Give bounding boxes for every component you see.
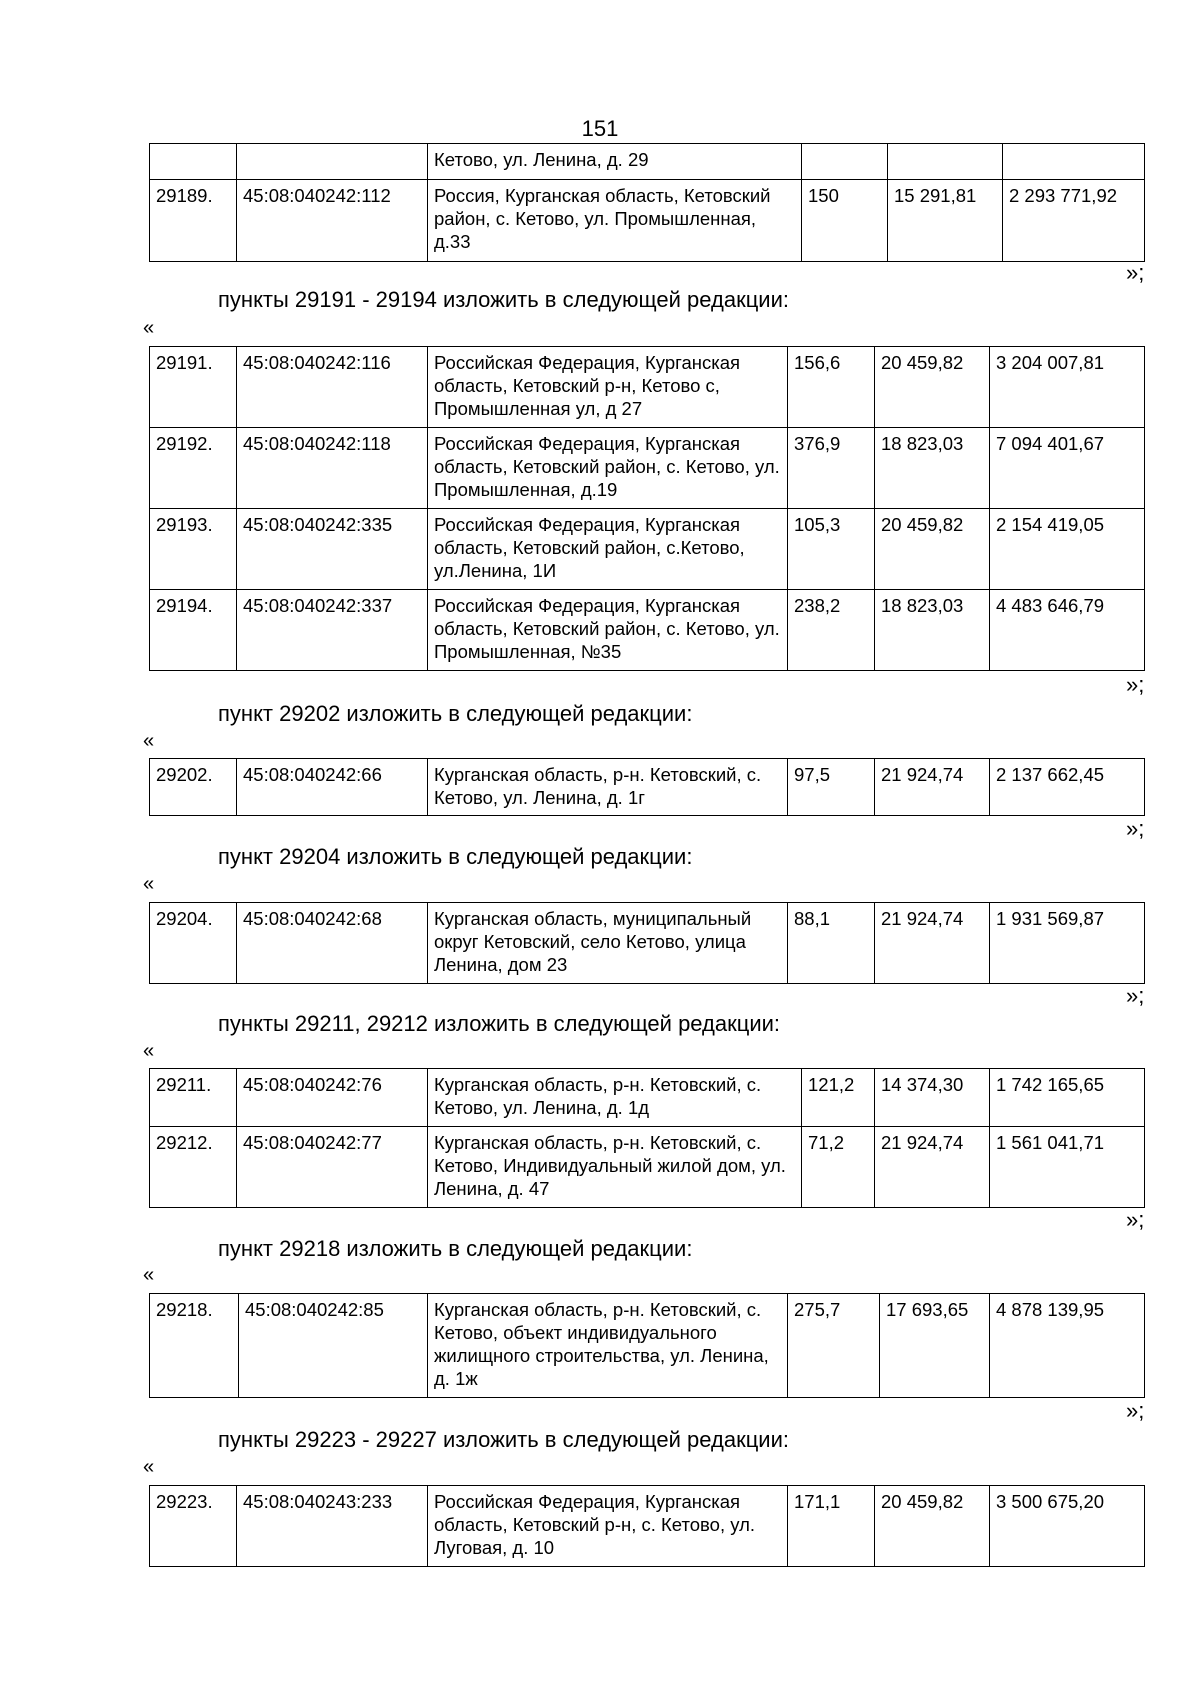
item-number-cell: 29189.	[150, 180, 237, 262]
area-cell: 150	[802, 180, 888, 262]
item-number-cell: 29193.	[150, 509, 237, 590]
cadastral-number-cell: 45:08:040242:335	[237, 509, 428, 590]
item-number-cell: 29211.	[150, 1069, 237, 1127]
area-cell: 171,1	[788, 1486, 875, 1567]
opening-quote: «	[143, 1264, 155, 1286]
cadastral-value-cell: 4 483 646,79	[990, 590, 1145, 671]
table-row	[150, 1486, 1145, 1567]
address-cell: Курганская область, р-н. Кетовский, с. Кетово, ул. Ленина, д. 1д	[428, 1069, 802, 1127]
amendment-table	[149, 902, 1145, 984]
cadastral-number-cell: 45:08:040242:112	[237, 180, 428, 262]
item-number-cell: 29194.	[150, 590, 237, 671]
cadastral-value-cell: 7 094 401,67	[990, 428, 1145, 509]
area-cell: 121,2	[802, 1069, 875, 1127]
cadastral-value-cell: 4 878 139,95	[990, 1294, 1145, 1398]
section-heading: пункты 29223 - 29227 изложить в следующей редакции:	[218, 1427, 790, 1452]
table-row	[150, 1069, 1145, 1127]
amendment-table	[149, 758, 1145, 816]
cadastral-value-cell: 2 154 419,05	[990, 509, 1145, 590]
cadastral-number-cell: 45:08:040242:337	[237, 590, 428, 671]
cadastral-value-per-unit-cell: 14 374,30	[875, 1069, 990, 1127]
table-row	[150, 180, 1145, 262]
cadastral-value-per-unit-cell	[888, 144, 1003, 180]
cadastral-value-cell: 1 931 569,87	[990, 903, 1145, 984]
area-cell: 156,6	[788, 347, 875, 428]
section-heading: пункт 29218 изложить в следующей редакции:	[218, 1236, 693, 1261]
amendment-table	[149, 346, 1145, 671]
table-row	[150, 903, 1145, 984]
area-cell: 71,2	[802, 1127, 875, 1208]
area-cell: 97,5	[788, 759, 875, 816]
address-cell: Российская Федерация, Курганская область, Кетовский р-н, с. Кетово, ул. Луговая, д. 10	[428, 1486, 788, 1567]
address-cell: Российская Федерация, Курганская область, Кетовский район, с. Кетово, ул. Промышленная, №35	[428, 590, 788, 671]
cadastral-value-per-unit-cell: 21 924,74	[875, 759, 990, 816]
closing-quote: »;	[1126, 816, 1145, 841]
address-cell: Российская Федерация, Курганская область, Кетовский р-н, Кетово с, Промышленная ул, д 27	[428, 347, 788, 428]
address-cell: Курганская область, р-н. Кетовский, с. Кетово, Индивидуальный жилой дом, ул. Ленина, д. 47	[428, 1127, 802, 1208]
item-number-cell: 29218.	[150, 1294, 239, 1398]
closing-quote: »;	[1126, 672, 1145, 697]
cadastral-number-cell: 45:08:040242:68	[237, 903, 428, 984]
area-cell: 238,2	[788, 590, 875, 671]
cadastral-value-cell: 2 137 662,45	[990, 759, 1145, 816]
table-row	[150, 1127, 1145, 1208]
item-number-cell: 29204.	[150, 903, 237, 984]
address-cell: Курганская область, р-н. Кетовский, с. Кетово, ул. Ленина, д. 1г	[428, 759, 788, 816]
item-number-cell: 29202.	[150, 759, 237, 816]
section-heading: пункт 29204 изложить в следующей редакции:	[218, 844, 693, 869]
cadastral-value-per-unit-cell: 17 693,65	[880, 1294, 990, 1398]
cadastral-value-cell	[1003, 144, 1145, 180]
cadastral-number-cell: 45:08:040242:76	[237, 1069, 428, 1127]
address-cell: Российская Федерация, Курганская область, Кетовский район, с.Кетово, ул.Ленина, 1И	[428, 509, 788, 590]
cadastral-number-cell: 45:08:040242:77	[237, 1127, 428, 1208]
table-row	[150, 509, 1145, 590]
cadastral-value-cell: 1 561 041,71	[990, 1127, 1145, 1208]
item-number-cell: 29223.	[150, 1486, 237, 1567]
cadastral-number-cell: 45:08:040242:116	[237, 347, 428, 428]
table-row	[150, 759, 1145, 816]
amendment-table	[149, 1485, 1145, 1567]
table-row	[150, 1294, 1145, 1398]
opening-quote: «	[143, 317, 155, 339]
address-cell: Россия, Курганская область, Кетовский район, с. Кетово, ул. Промышленная, д.33	[428, 180, 802, 262]
continued-table	[149, 143, 1145, 262]
section-heading: пункты 29191 - 29194 изложить в следующей редакции:	[218, 287, 790, 312]
page-number: 151	[581, 116, 619, 141]
address-cell: Курганская область, муниципальный округ Кетовский, село Кетово, улица Ленина, дом 23	[428, 903, 788, 984]
cadastral-value-per-unit-cell: 21 924,74	[875, 903, 990, 984]
area-cell: 105,3	[788, 509, 875, 590]
cadastral-value-cell: 2 293 771,92	[1003, 180, 1145, 262]
area-cell: 88,1	[788, 903, 875, 984]
cadastral-value-per-unit-cell: 18 823,03	[875, 428, 990, 509]
cadastral-value-per-unit-cell: 20 459,82	[875, 1486, 990, 1567]
item-number-cell: 29212.	[150, 1127, 237, 1208]
address-cell: Кетово, ул. Ленина, д. 29	[428, 144, 802, 180]
opening-quote: «	[143, 1456, 155, 1478]
table-row	[150, 428, 1145, 509]
cadastral-value-per-unit-cell: 15 291,81	[888, 180, 1003, 262]
table-row	[150, 590, 1145, 671]
cadastral-number-cell	[237, 144, 428, 180]
amendment-table	[149, 1068, 1145, 1208]
cadastral-number-cell: 45:08:040243:233	[237, 1486, 428, 1567]
cadastral-value-cell: 3 500 675,20	[990, 1486, 1145, 1567]
table-row	[150, 347, 1145, 428]
item-number-cell: 29192.	[150, 428, 237, 509]
closing-quote: »;	[1126, 983, 1145, 1008]
closing-quote: »;	[1126, 1207, 1145, 1232]
cadastral-value-per-unit-cell: 21 924,74	[875, 1127, 990, 1208]
cadastral-number-cell: 45:08:040242:66	[237, 759, 428, 816]
item-number-cell: 29191.	[150, 347, 237, 428]
address-cell: Курганская область, р-н. Кетовский, с. Кетово, объект индивидуального жилищного строительства, ул. Ленина, д. 1ж	[428, 1294, 788, 1398]
closing-quote: »;	[1126, 260, 1145, 285]
opening-quote: «	[143, 873, 155, 895]
section-heading: пункт 29202 изложить в следующей редакции:	[218, 701, 693, 726]
cadastral-value-cell: 3 204 007,81	[990, 347, 1145, 428]
section-heading: пункты 29211, 29212 изложить в следующей редакции:	[218, 1011, 781, 1036]
opening-quote: «	[143, 730, 155, 752]
closing-quote: »;	[1126, 1398, 1145, 1423]
cadastral-value-cell: 1 742 165,65	[990, 1069, 1145, 1127]
address-cell: Российская Федерация, Курганская область, Кетовский район, с. Кетово, ул. Промышленная, д.19	[428, 428, 788, 509]
cadastral-number-cell: 45:08:040242:85	[239, 1294, 428, 1398]
cadastral-value-per-unit-cell: 20 459,82	[875, 347, 990, 428]
cadastral-value-per-unit-cell: 18 823,03	[875, 590, 990, 671]
opening-quote: «	[143, 1040, 155, 1062]
cadastral-value-per-unit-cell: 20 459,82	[875, 509, 990, 590]
area-cell	[802, 144, 888, 180]
amendment-table	[149, 1293, 1145, 1398]
item-number-cell	[150, 144, 237, 180]
table-row	[150, 144, 1145, 180]
area-cell: 275,7	[788, 1294, 880, 1398]
area-cell: 376,9	[788, 428, 875, 509]
cadastral-number-cell: 45:08:040242:118	[237, 428, 428, 509]
